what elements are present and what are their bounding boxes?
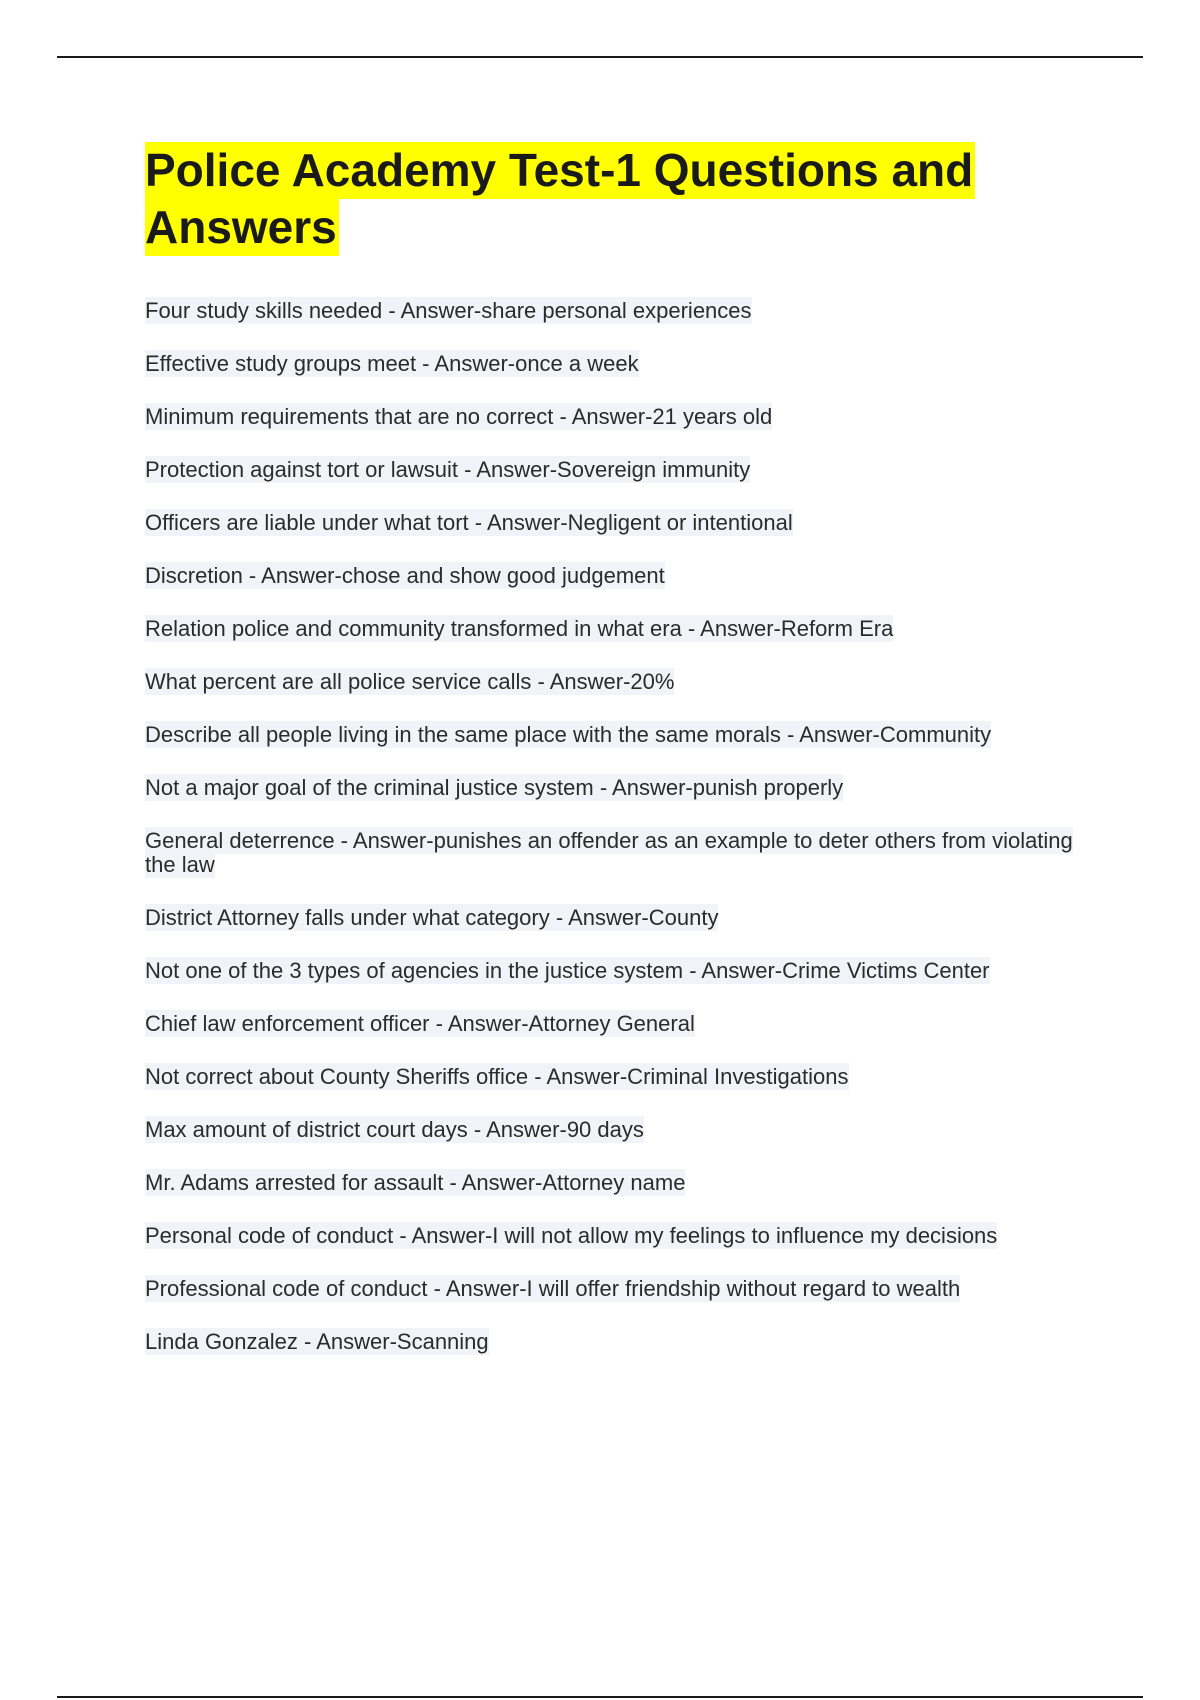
list-item: [145, 829, 1095, 877]
qa-text: Not a major goal of the criminal justice system - Answer-punish properly: [145, 775, 844, 800]
list-item: [145, 458, 1095, 482]
list-item: [145, 959, 1095, 983]
bottom-divider: [57, 1696, 1143, 1698]
qa-text: Relation police and community transformed in what era - Answer-Reform Era: [145, 616, 894, 641]
list-item: [145, 906, 1095, 930]
qa-text: Not one of the 3 types of agencies in the justice system - Answer-Crime Victims Center: [145, 958, 990, 983]
list-item: [145, 723, 1095, 747]
page-title: [145, 142, 1095, 256]
list-item: [145, 1118, 1095, 1142]
qa-text: General deterrence - Answer-punishes an offender as an example to deter others from violating the law: [145, 828, 1073, 877]
list-item: [145, 670, 1095, 694]
qa-text: Protection against tort or lawsuit - Answer-Sovereign immunity: [145, 457, 751, 482]
list-item: [145, 1012, 1095, 1036]
top-divider: [57, 56, 1143, 58]
qa-text: Minimum requirements that are no correct - Answer-21 years old: [145, 404, 773, 429]
list-item: [145, 299, 1095, 323]
qa-text: Four study skills needed - Answer-share personal experiences: [145, 298, 752, 323]
list-item: [145, 776, 1095, 800]
qa-text: Max amount of district court days - Answer-90 days: [145, 1117, 644, 1142]
list-item: [145, 617, 1095, 641]
qa-text: District Attorney falls under what category - Answer-County: [145, 905, 719, 930]
list-item: [145, 511, 1095, 535]
page-title-text: Police Academy Test-1 Questions and Answers: [145, 142, 975, 256]
qa-text: Describe all people living in the same place with the same morals - Answer-Community: [145, 722, 992, 747]
list-item: [145, 1277, 1095, 1301]
qa-text: Linda Gonzalez - Answer-Scanning: [145, 1329, 489, 1354]
qa-text: Not correct about County Sheriffs office - Answer-Criminal Investigations: [145, 1064, 849, 1089]
qa-text: What percent are all police service calls - Answer-20%: [145, 669, 675, 694]
list-item: [145, 1224, 1095, 1248]
list-item: [145, 1171, 1095, 1195]
qa-text: Chief law enforcement officer - Answer-Attorney General: [145, 1011, 695, 1036]
qa-text: Effective study groups meet - Answer-once a week: [145, 351, 639, 376]
qa-text: Discretion - Answer-chose and show good judgement: [145, 563, 665, 588]
list-item: [145, 1065, 1095, 1089]
qa-text: Mr. Adams arrested for assault - Answer-Attorney name: [145, 1170, 686, 1195]
list-item: [145, 1330, 1095, 1354]
qa-text: Officers are liable under what tort - Answer-Negligent or intentional: [145, 510, 793, 535]
list-item: [145, 564, 1095, 588]
list-item: [145, 352, 1095, 376]
list-item: [145, 405, 1095, 429]
qa-list: [145, 299, 1095, 1354]
document-body: [145, 142, 1095, 1383]
qa-text: Professional code of conduct - Answer-I will offer friendship without regard to wealth: [145, 1276, 961, 1301]
qa-text: Personal code of conduct - Answer-I will not allow my feelings to influence my decisions: [145, 1223, 998, 1248]
